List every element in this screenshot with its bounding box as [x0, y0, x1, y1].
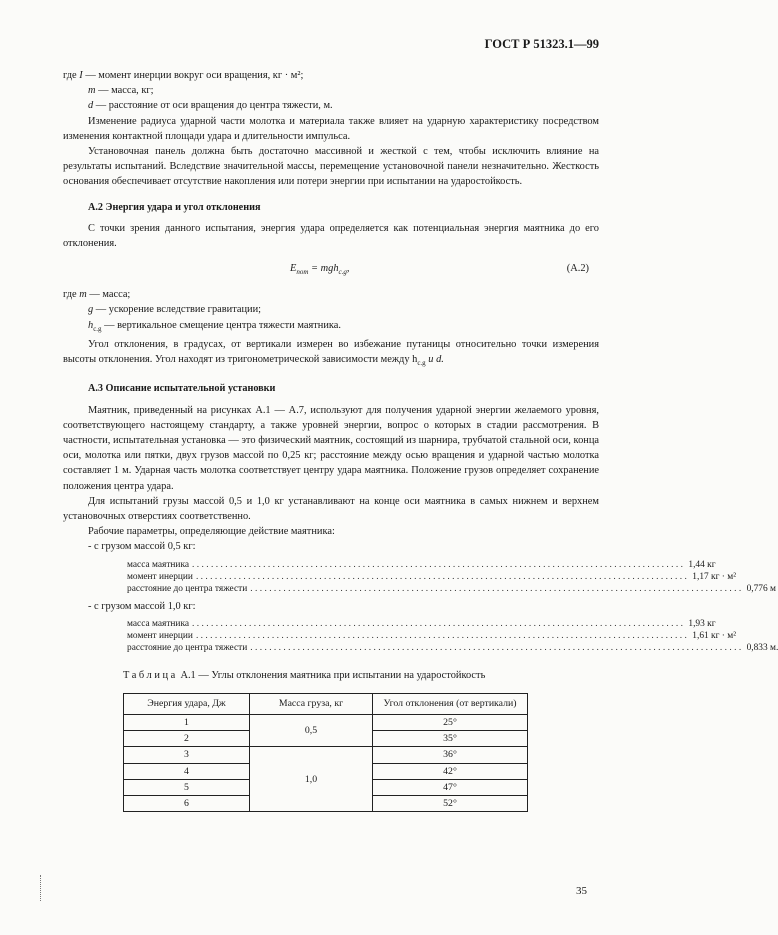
symbol: I: [79, 70, 83, 81]
table-cell: 5: [124, 779, 250, 795]
table-header-cell: Энергия удара, Дж: [124, 694, 250, 715]
definition-line: где I — момент инерции вокруг оси вращения, кг · м²;: [63, 70, 304, 81]
paragraph: Маятник, приведенный на рисунках А.1 — А.7, используют для получения ударной энергии желаемого уровня, соответствующего настоящему стандарту, а также уровней энергии, вопрос о которых в стадии рассмотрения. В частности, испытательная установка — это физический маятник, состоящий из шарнира, трубчатой стальной оси, конца оси, молотка или пятки, двух грузов массой по 0,25 кг; расстояние между осью вращения и ударной частью молотка составляет 1 м. Ударная часть молотка соответствует центру удара маятника. Положение грузов определяет сохранение положения центра удара.: [63, 404, 599, 492]
scan-margin-mark: [40, 875, 42, 901]
definition-line: $h_{c.g}$ — вертикальное смещение центра тяжести маятника.: [88, 319, 341, 333]
table-cell: 52°: [373, 796, 528, 812]
symbol: d: [88, 100, 94, 112]
table-cell: 4: [124, 763, 250, 779]
table-header-cell: Масса груза, кг: [250, 694, 373, 715]
parameter-row: момент инерции ........................................................................................................ 1,61 кг · м²: [127, 630, 736, 641]
table-row: [124, 715, 528, 731]
leader-dots: ........................................................................................................: [192, 618, 686, 629]
leader-dots: ........................................................................................................: [192, 559, 686, 570]
paragraph: Изменение радиуса ударной части молотка и материала также влияет на ударную характеристику посредством изменения контактной площади удара и длительности импульса.: [63, 115, 599, 142]
table-cell: 2: [124, 731, 250, 747]
formula: [63, 257, 599, 283]
parameter-row: масса маятника ........................................................................................................ 1,93 кг: [127, 618, 716, 629]
parameter-row: масса маятника ........................................................................................................ 1,44 кг: [127, 559, 716, 570]
table-cell: 0,5: [250, 715, 373, 747]
section-heading: А.2 Энергия удара и угол отклонения: [88, 201, 261, 213]
table-cell: 47°: [373, 779, 528, 795]
definition-line: где m — масса;: [63, 289, 131, 301]
page-number: 35: [576, 885, 587, 897]
table-cell: 1,0: [250, 747, 373, 812]
paragraph: С точки зрения данного испытания, энергия удара определяется как потенциальная энергия маятника до его отклонения.: [63, 222, 599, 250]
paragraph: Рабочие параметры, определяющие действие маятника:: [88, 526, 335, 538]
parameter-list: [127, 618, 778, 654]
table-cell: 36°: [373, 747, 528, 763]
leader-dots: ........................................................................................................: [195, 630, 690, 641]
table-cell: 35°: [373, 731, 528, 747]
parameter-group-label: - с грузом массой 0,5 кг:: [88, 541, 196, 553]
parameter-list: [127, 559, 776, 595]
definition-line: g — ускорение вследствие гравитации;: [88, 304, 262, 316]
paragraph: Для испытаний грузы массой 0,5 и 1,0 кг устанавливают на конце оси маятника в самых нижнем и верхнем установочных отверстиях соответственно.: [63, 495, 599, 523]
symbol: m: [88, 85, 96, 97]
parameter-group-label: - с грузом массой 1,0 кг:: [88, 600, 196, 612]
table-cell: 1: [124, 715, 250, 731]
leader-dots: ........................................................................................................: [250, 583, 744, 594]
symbol: m: [79, 289, 87, 301]
paragraph: Угол отклонения, в градусах, от вертикали измерен во избежание путаницы относительно точки измерения высоты отклонения. Угол находят из тригонометрической зависимости между $h_{c.g}$ и d.: [63, 338, 599, 368]
standard-header: ГОСТ Р 51323.1—99: [484, 37, 599, 51]
parameter-row: расстояние до центра тяжести ........................................................................................................ 0,833 м.: [127, 642, 778, 653]
parameter-row: расстояние до центра тяжести ........................................................................................................ 0,776 м: [127, 583, 776, 594]
table-cell: 3: [124, 747, 250, 763]
leader-dots: ........................................................................................................: [195, 571, 690, 582]
symbol: g: [88, 304, 94, 316]
paragraph: Установочная панель должна быть достаточно массивной и жесткой с тем, чтобы исключить влияние на результаты испытаний. Вследствие значительной массы, перемещение установочной панели незначительно. Жесткость основания обеспечивает отсутствие накопления или потери энергии при испытании на ударостойкость.: [63, 146, 599, 188]
symbol: h: [88, 319, 94, 331]
table-row: [124, 747, 528, 763]
table-cell: 25°: [373, 715, 528, 731]
section-heading: А.3 Описание испытательной установки: [88, 383, 276, 395]
page-body: [63, 68, 778, 812]
parameter-row: момент инерции ........................................................................................................ 1,17 кг · м²: [127, 571, 736, 582]
formula-expression: $E_{пот} = mgh_{c.g}$,: [290, 263, 350, 277]
definition-line: d — расстояние от оси вращения до центра тяжести, м.: [88, 100, 333, 112]
table-cell: 42°: [373, 763, 528, 779]
table-cell: 6: [124, 796, 250, 812]
table-header-cell: Угол отклонения (от вертикали): [373, 694, 528, 715]
table-header-row: [124, 694, 528, 715]
table-caption: Таблица А.1 — Углы отклонения маятника при испытании на ударостойкость: [123, 669, 486, 681]
deflection-angle-table: [123, 693, 528, 812]
definition-line: m — масса, кг;: [88, 85, 154, 97]
leader-dots: ........................................................................................................: [250, 642, 744, 653]
formula-number: (A.2): [566, 263, 589, 275]
